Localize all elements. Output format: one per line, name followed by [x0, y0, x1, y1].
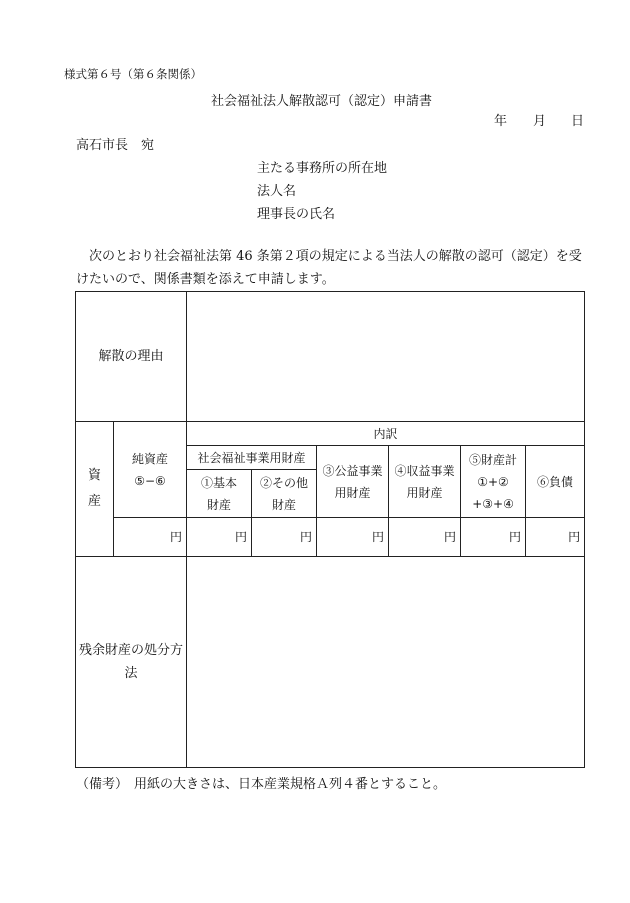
public-property-amount-field[interactable]: 円: [317, 518, 389, 556]
office-address-label: 主たる事務所の所在地: [257, 161, 388, 176]
remarks-label: （備考）: [76, 777, 129, 792]
assets-label: 資 産: [76, 422, 114, 556]
residual-disposal-field[interactable]: [187, 556, 585, 767]
residual-disposal-label: 残余財産の処分方法: [76, 556, 187, 767]
net-assets-amount-field[interactable]: 円: [114, 518, 187, 556]
public-property-label: ③公益事業 用財産: [317, 446, 389, 518]
total-property-amount-field[interactable]: 円: [461, 518, 526, 556]
total-property-label: ⑤財産計 ①+② +③+④: [461, 446, 526, 518]
application-statement: [76, 245, 586, 291]
application-form-table: [75, 291, 585, 768]
liabilities-label: ⑥負債: [526, 446, 585, 518]
remarks-text: 用紙の大きさは、日本産業規格Ａ列４番とすること。: [134, 777, 447, 792]
date-day-label: 日: [571, 114, 585, 129]
statement-line-2: けたいので、関係書類を添えて申請します。: [76, 272, 335, 287]
basic-property-amount-field[interactable]: 円: [187, 518, 252, 556]
profit-property-label: ④収益事業 用財産: [389, 446, 461, 518]
document-title: 社会福祉法人解散認可（認定）申請書: [211, 94, 433, 109]
other-property-label: ②その他 財産: [252, 470, 317, 518]
date-year-label: 年: [494, 114, 508, 129]
dissolution-reason-field[interactable]: [187, 292, 585, 422]
other-property-amount-field[interactable]: 円: [252, 518, 317, 556]
profit-property-amount-field[interactable]: 円: [389, 518, 461, 556]
breakdown-label: 内訳: [187, 422, 585, 446]
statement-line-1: 次のとおり社会福祉法第 46 条第２項の規定による当法人の解散の認可（認定）を受: [89, 249, 582, 264]
basic-property-label: ①基本 財産: [187, 470, 252, 518]
date-month-label: 月: [533, 114, 547, 129]
net-assets-label: 純資産 ⑤−⑥: [114, 422, 187, 518]
dissolution-reason-label: 解散の理由: [76, 292, 187, 422]
addressee: 高石市長 宛: [76, 138, 155, 153]
corp-name-label: 法人名: [257, 184, 297, 199]
form-number: 様式第６号（第６条関係）: [64, 67, 202, 81]
chairman-name-label: 理事長の氏名: [257, 207, 336, 222]
welfare-property-label: 社会福祉事業用財産: [187, 446, 317, 470]
liabilities-amount-field[interactable]: 円: [526, 518, 585, 556]
